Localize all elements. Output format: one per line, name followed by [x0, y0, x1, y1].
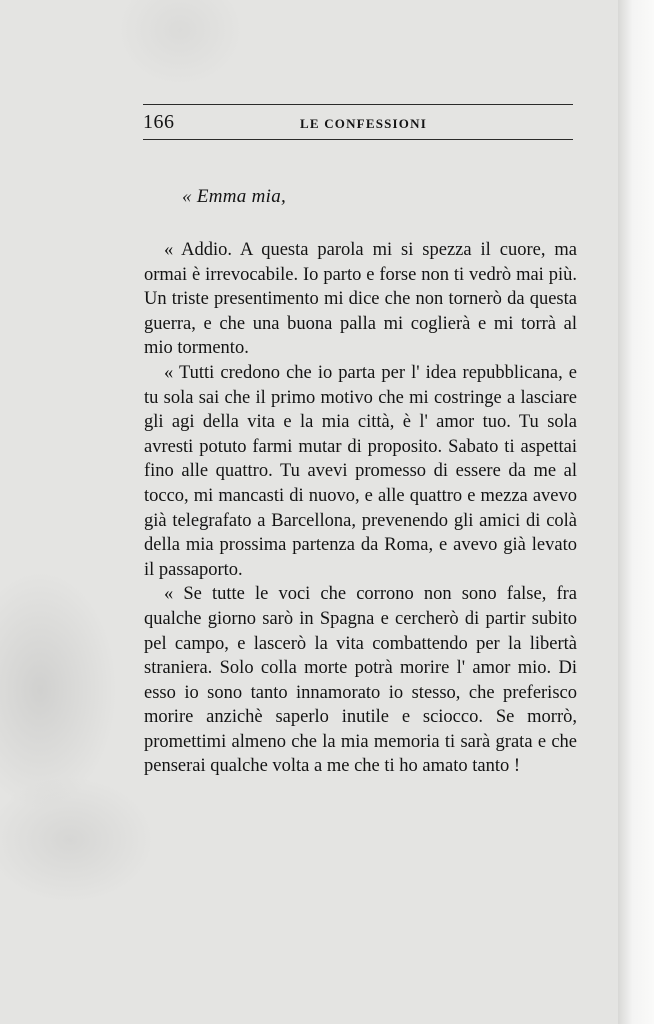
letter-body — [144, 238, 577, 779]
running-head: LE CONFESSIONI — [300, 116, 427, 131]
letter-paragraph: « Tutti credono che io parta per l' idea repubblicana, e tu sola sai che il primo motivo che mi costringe a lasciare gli agi della vita e la mia città, è l' amor tuo. Tu sola avresti potuto farmi mutar di proposito. Sabato ti aspettai fino alle quattro. Tu avevi promesso di essere da me al tocco, mi mancasti di nuovo, e alle quattro e mezza avevo già telegrafato a Barcellona, prevenendo gli amici di colà della mia prossima partenza da Roma, e avevo già levato il passaporto. — [144, 362, 577, 580]
letter-salutation: « Emma mia, — [182, 186, 287, 207]
page-number: 166 — [143, 111, 175, 133]
header-rule-top — [143, 104, 573, 105]
page-edge — [618, 0, 654, 1024]
letter-paragraph: « Addio. A questa parola mi si spezza il cuore, ma ormai è irrevocabile. Io parto e forse non ti vedrò mai più. Un triste presentimento mi dice che non tornerò da questa guerra, e che una buona palla mi coglierà e mi torrà al mio tormento. — [144, 240, 577, 359]
header-rule-bottom — [143, 139, 573, 140]
letter-paragraph: « Se tutte le voci che corrono non sono false, fra qualche giorno sarò in Spagna e cercherò di partir subito pel campo, e lascerò la vita combattendo per la libertà straniera. Solo colla morte potrà morire l' amor mio. Di esso io sono tanto innamorato io stesso, che preferisco morire anzichè saperlo inutile e sciocco. Se morrò, promettimi almeno che la mia memoria ti sarà grata e che penserai qualche volta a me che ti ho amato tanto ! — [144, 584, 577, 777]
